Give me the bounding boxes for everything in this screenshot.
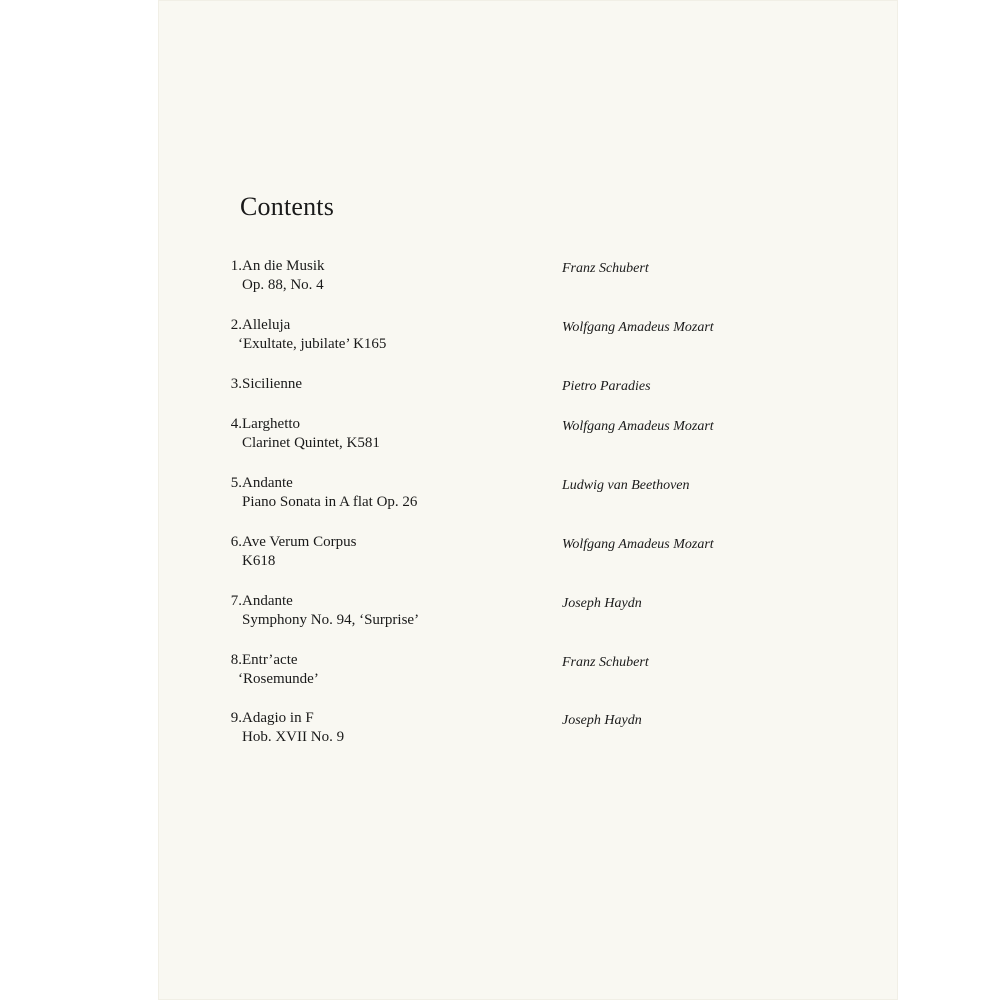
entry-composer: Wolfgang Amadeus Mozart [562,537,714,552]
entry-subtitle: ‘Rosemunde’ [238,671,319,687]
entry-number: 1. [230,258,242,274]
entry-number: 9. [230,710,242,726]
entry-title: Larghetto [242,416,301,432]
contents-entry [158,709,898,759]
entry-title: Andante [242,475,293,491]
document-page [158,0,898,1000]
entry-subtitle: ‘Exultate, jubilate’ K165 [238,336,387,352]
entry-number: 4. [230,416,242,432]
entry-title: Sicilienne [242,376,302,392]
entry-subtitle: K618 [242,553,276,569]
entry-composer: Franz Schubert [562,261,649,276]
entry-composer: Wolfgang Amadeus Mozart [562,320,714,335]
entry-number: 7. [230,593,242,609]
entry-title: An die Musik [242,258,325,274]
entry-composer: Joseph Haydn [562,713,642,728]
contents-entry [158,316,898,366]
entry-subtitle: Op. 88, No. 4 [242,277,324,293]
entry-title: Ave Verum Corpus [242,534,357,550]
entry-subtitle: Hob. XVII No. 9 [242,729,345,745]
page-title: Contents [240,192,335,221]
entry-number: 2. [230,317,242,333]
entry-number: 8. [230,652,242,668]
entry-title: Adagio in F [242,710,314,726]
entry-subtitle: Clarinet Quintet, K581 [242,435,380,451]
entry-composer: Joseph Haydn [562,596,642,611]
entry-number: 6. [230,534,242,550]
entry-subtitle: Symphony No. 94, ‘Surprise’ [242,612,420,628]
entry-composer: Wolfgang Amadeus Mozart [562,419,714,434]
entry-number: 3. [230,376,242,392]
entry-composer: Ludwig van Beethoven [562,478,690,493]
contents-entry [158,474,898,524]
contents-list [158,0,898,1000]
entry-number: 5. [230,475,242,491]
contents-entry [158,651,898,701]
entry-composer: Franz Schubert [562,655,649,670]
entry-title: Alleluja [242,317,291,333]
entry-composer: Pietro Paradies [562,379,651,394]
entry-title: Andante [242,593,293,609]
contents-entry [158,592,898,642]
contents-entry [158,415,898,465]
entry-title: Entr’acte [242,652,298,668]
contents-entry [158,533,898,583]
entry-subtitle: Piano Sonata in A flat Op. 26 [242,494,418,510]
contents-entry [158,257,898,307]
